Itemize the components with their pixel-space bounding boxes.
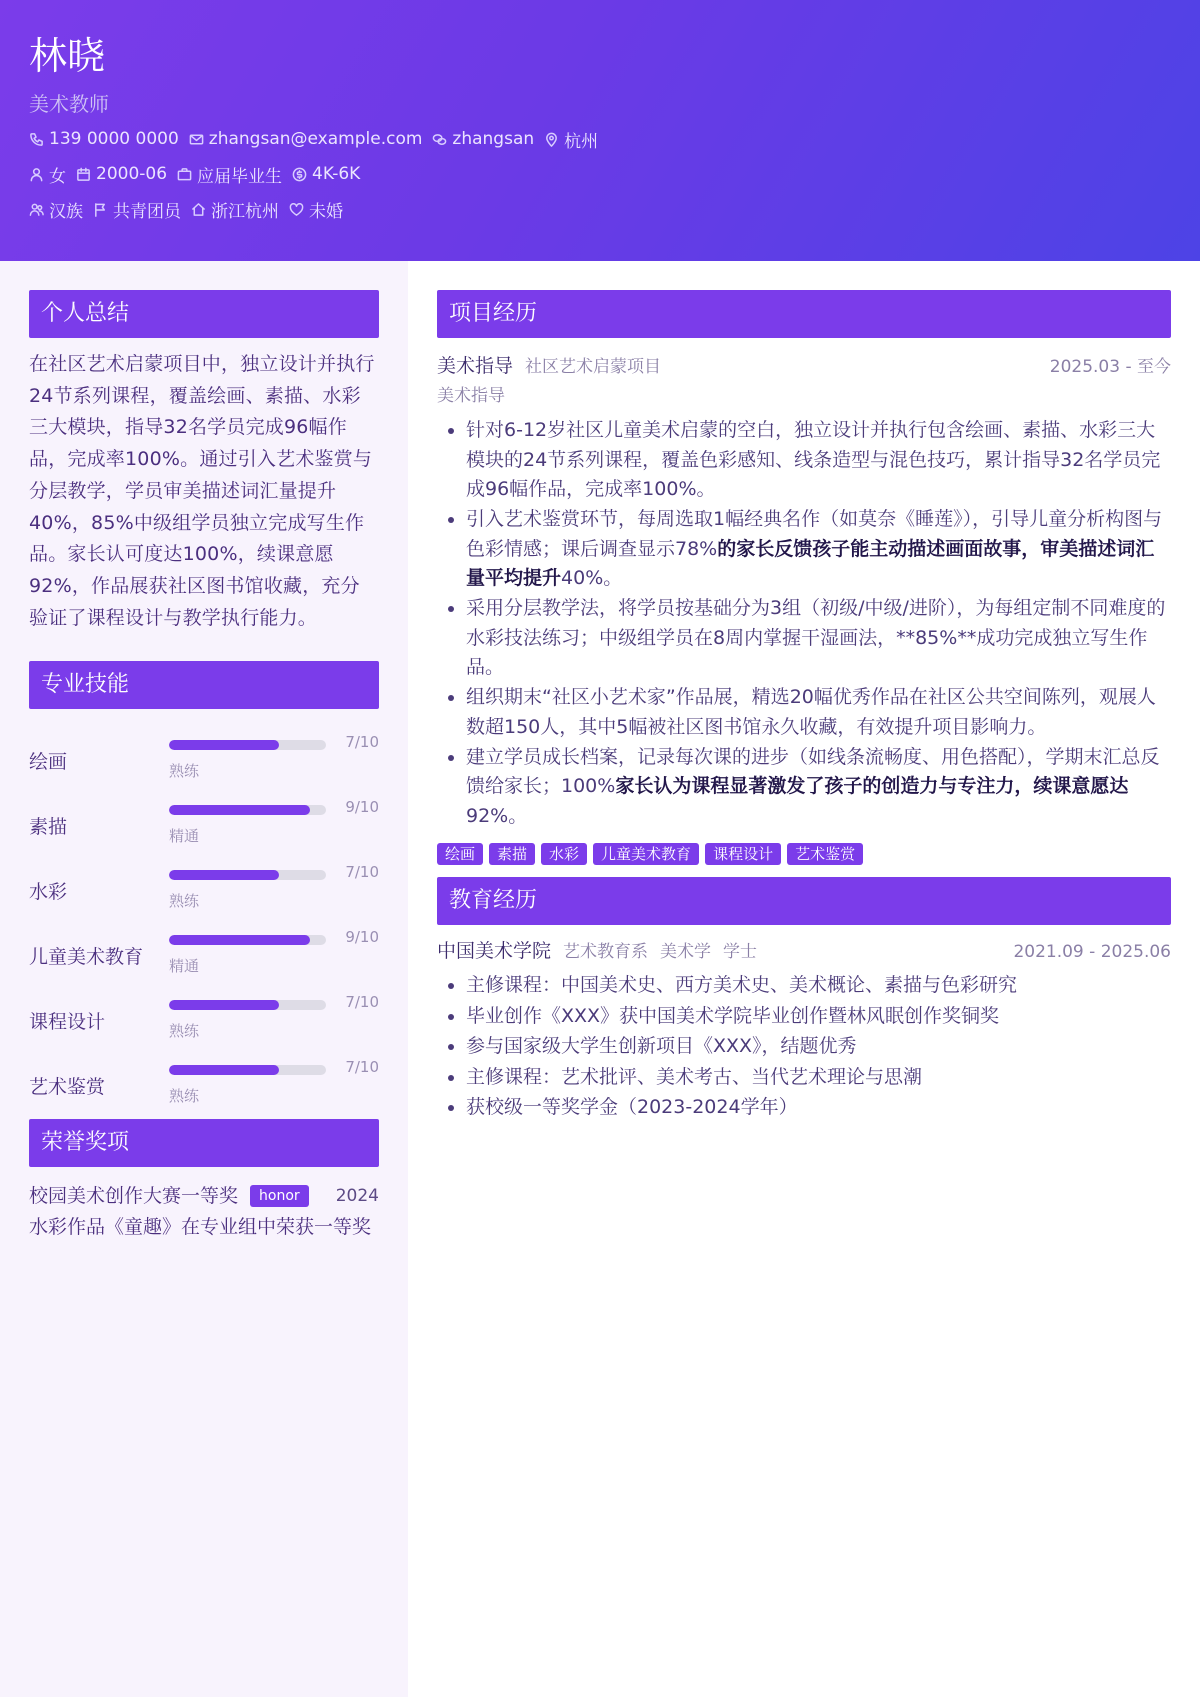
briefcase-icon xyxy=(177,167,192,182)
skill-tag: 水彩 xyxy=(541,843,587,865)
mail-icon xyxy=(189,132,204,147)
skill-name: 课程设计 xyxy=(29,1011,106,1034)
skill-name: 素描 xyxy=(29,816,68,839)
education-list xyxy=(437,970,1171,1123)
bullet-text: 针对6-12岁社区儿童美术启蒙的空白，独立设计并执行包含绘画、素描、水彩三大模块的24节系列课程，覆盖色彩感知、线条造型与混色技巧，累计指导32名学员完成96幅作品，完成率100%。 xyxy=(466,419,1161,500)
location-icon xyxy=(544,132,559,147)
honors-section-title: 荣誉奖项 xyxy=(29,1119,379,1167)
education-item: • 主修课程：中国美术史、西方美术史、美术概论、素描与色彩研究 xyxy=(466,970,1171,1001)
location-text: 杭州 xyxy=(564,131,599,152)
education-item: • 主修课程：艺术批评、美术考古、当代艺术理论与思潮 xyxy=(466,1062,1171,1093)
hometown-text: 浙江杭州 xyxy=(211,201,279,222)
wechat-text: zhangsan xyxy=(452,129,535,149)
bullet-text: 组织期末“社区小艺术家”作品展，精选20幅优秀作品在社区公共空间陈列，观展人数超150人，其中5幅被社区图书馆永久收藏，有效提升项目影响力。 xyxy=(466,686,1156,738)
skill-score: 7/10 xyxy=(345,993,379,1012)
skill-row xyxy=(29,1050,379,1115)
honors-list xyxy=(29,1181,379,1243)
project-date: 2025.03 - 至今 xyxy=(1049,357,1171,377)
skills-section-title: 专业技能 xyxy=(29,661,379,709)
skill-row xyxy=(29,790,379,855)
projects-section-title: 项目经历 xyxy=(437,290,1171,338)
skill-row xyxy=(29,855,379,920)
skill-name: 绘画 xyxy=(29,751,68,774)
political-text: 共青团员 xyxy=(113,201,181,222)
project-org: 社区艺术启蒙项目 xyxy=(525,357,662,377)
project-subtitle: 美术指导 xyxy=(437,386,505,406)
skill-fill xyxy=(169,1000,279,1010)
honor-item xyxy=(29,1181,379,1212)
skill-bar xyxy=(169,870,326,880)
sidebar xyxy=(0,261,408,1697)
major: 美术学 xyxy=(660,942,712,962)
hometown-item xyxy=(191,197,279,222)
honor-name: 校园美术创作大赛一等奖 xyxy=(29,1185,239,1208)
status-item xyxy=(177,162,282,187)
flag-icon xyxy=(93,202,108,217)
skill-row xyxy=(29,920,379,985)
gender-item xyxy=(29,162,66,187)
skill-tag: 儿童美术教育 xyxy=(593,843,699,865)
honor-badge: honor xyxy=(250,1185,309,1207)
department: 艺术教育系 xyxy=(563,942,649,962)
bullet-text: 40%。 xyxy=(561,567,623,589)
profile-row xyxy=(29,161,1171,187)
candidate-role: 美术教师 xyxy=(29,92,109,116)
ethnicity-text: 汉族 xyxy=(49,201,83,222)
bullet-text: 建立学员成长档案，记录每次课的进步（如线条流畅度、用色搭配），学期末汇总反馈给家长；100% xyxy=(466,745,1160,797)
skill-bar xyxy=(169,1000,326,1010)
skill-score: 9/10 xyxy=(345,928,379,947)
home-icon xyxy=(191,202,206,217)
salary-item xyxy=(292,164,360,184)
summary-text: 在社区艺术启蒙项目中，独立设计并执行24节系列课程，覆盖绘画、素描、水彩三大模块，指导32名学员完成96幅作品，完成率100%。通过引入艺术鉴赏与分层教学，学员审美描述词汇量提升40%，85%中级组学员独立完成写生作品。家长认可度达100%，续课意愿92%，作品展获社区图书馆收藏，充分验证了课程设计与教学执行能力。 xyxy=(29,353,375,629)
user-icon xyxy=(29,167,44,182)
birth-text: 2000-06 xyxy=(96,164,168,184)
calendar-icon xyxy=(76,167,91,182)
money-icon xyxy=(292,167,307,182)
skill-level: 熟练 xyxy=(169,892,200,911)
skill-fill xyxy=(169,870,279,880)
skill-fill xyxy=(169,740,279,750)
marital-text: 未婚 xyxy=(309,201,343,222)
skill-level: 精通 xyxy=(169,827,200,846)
skill-level: 精通 xyxy=(169,957,200,976)
skill-tag: 艺术鉴赏 xyxy=(787,843,863,865)
skill-score: 7/10 xyxy=(345,863,379,882)
phone-text: 139 0000 0000 xyxy=(49,129,179,149)
skill-score: 7/10 xyxy=(345,733,379,752)
skill-level: 熟练 xyxy=(169,1022,200,1041)
email-text: zhangsan@example.com xyxy=(208,129,423,149)
honor-name: 水彩作品《童趣》在专业组中荣获一等奖 xyxy=(29,1216,372,1239)
bullet-text: 引入艺术鉴赏环节，每周选取1幅经典名作（如莫奈《睡莲》），引导儿童分析构图与色彩情感；课后调查显示78% xyxy=(466,508,1163,560)
summary-section-title: 个人总结 xyxy=(29,290,379,338)
education-item: • 毕业创作《XXX》获中国美术学院毕业创作暨林风眠创作奖铜奖 xyxy=(466,1001,1171,1032)
political-item xyxy=(93,197,181,222)
status-text: 应届毕业生 xyxy=(197,166,283,187)
phone-item xyxy=(29,129,179,149)
skill-name: 儿童美术教育 xyxy=(29,946,144,969)
skill-score: 7/10 xyxy=(345,1058,379,1077)
skill-bar xyxy=(169,935,326,945)
school-name: 中国美术学院 xyxy=(437,940,552,962)
project-bullet xyxy=(466,743,1171,832)
project-bullet xyxy=(466,505,1171,594)
location-item xyxy=(544,127,598,152)
birth-item xyxy=(76,164,167,184)
skill-score: 9/10 xyxy=(345,798,379,817)
skill-fill xyxy=(169,805,310,815)
honor-item xyxy=(29,1212,379,1243)
skill-tag: 绘画 xyxy=(437,843,483,865)
project-bullets xyxy=(437,416,1171,831)
bullet-highlight: 家长认为课程显著激发了孩子的创造力与专注力，续课意愿达 xyxy=(615,775,1129,797)
skill-level: 熟练 xyxy=(169,762,200,781)
education-header xyxy=(437,936,1171,964)
bullet-text: 采用分层教学法，将学员按基础分为3组（初级/中级/进阶），为每组定制不同难度的水彩技法练习；中级组学员在8周内掌握干湿画法，**85%**成功完成独立写生作品。 xyxy=(466,597,1166,678)
main-content xyxy=(408,261,1200,1697)
skill-row xyxy=(29,725,379,790)
heart-icon xyxy=(289,202,304,217)
project-bullet xyxy=(466,416,1171,505)
ethnicity-item xyxy=(29,197,83,222)
email-item xyxy=(189,129,423,149)
education-item: • 参与国家级大学生创新项目《XXX》，结题优秀 xyxy=(466,1031,1171,1062)
skill-fill xyxy=(169,1065,279,1075)
bullet-highlight: 的家长反馈孩子能主动描述画面故事，审美描述词汇量平均提升 xyxy=(466,537,1155,589)
skill-name: 艺术鉴赏 xyxy=(29,1076,106,1099)
candidate-name: 林晓 xyxy=(29,34,106,78)
project-role: 美术指导 xyxy=(437,355,514,377)
wechat-icon xyxy=(432,132,447,147)
education-date: 2021.09 - 2025.06 xyxy=(1013,942,1171,962)
degree: 学士 xyxy=(723,942,758,962)
people-icon xyxy=(29,202,44,217)
phone-icon xyxy=(29,132,44,147)
honor-year: 2024 xyxy=(335,1186,379,1207)
skill-bar xyxy=(169,805,326,815)
project-bullet xyxy=(466,594,1171,683)
skills-list xyxy=(29,725,379,1115)
salary-text: 4K-6K xyxy=(312,164,361,184)
project-bullet xyxy=(466,683,1171,742)
skill-name: 水彩 xyxy=(29,881,68,904)
contact-row xyxy=(29,126,1171,152)
skill-tag: 素描 xyxy=(489,843,535,865)
skill-bar xyxy=(169,740,326,750)
wechat-item xyxy=(432,129,534,149)
skill-bar xyxy=(169,1065,326,1075)
skill-tag: 课程设计 xyxy=(705,843,781,865)
project-header xyxy=(437,351,1171,379)
skill-fill xyxy=(169,935,310,945)
bullet-text: 92%。 xyxy=(466,804,528,827)
education-item: • 获校级一等奖学金（2023-2024学年） xyxy=(466,1092,1171,1123)
project-tags xyxy=(437,843,1171,865)
education-section-title: 教育经历 xyxy=(437,877,1171,925)
gender-text: 女 xyxy=(49,166,66,187)
personal-row xyxy=(29,196,1171,222)
skill-level: 熟练 xyxy=(169,1087,200,1106)
resume-header xyxy=(0,0,1200,261)
skill-row xyxy=(29,985,379,1050)
marital-item xyxy=(289,197,343,222)
